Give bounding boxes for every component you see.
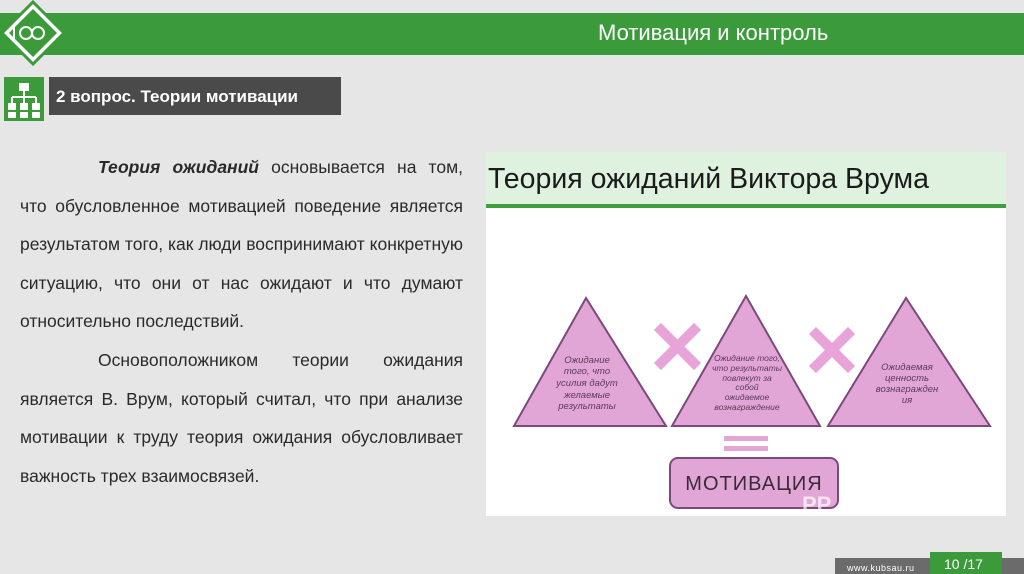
watermark: PP xyxy=(802,492,832,516)
svg-text:того, что: того, что xyxy=(563,366,611,377)
page-number: 10 /17 xyxy=(944,556,983,572)
term-highlight: Теория ожиданий xyxy=(98,157,259,177)
paragraph-1-text: основывается на том, что обусловленное мотивацией поведение является результатом того, как люди воспринимают конкретную ситуацию, что они от нас ожидают и что думают относительно последствий. xyxy=(20,157,463,332)
triangle-1-text xyxy=(555,355,618,412)
svg-text:собой: собой xyxy=(735,382,759,392)
svg-text:что результаты: что результаты xyxy=(712,363,782,373)
svg-text:ожидаемое: ожидаемое xyxy=(724,392,770,402)
svg-text:результаты: результаты xyxy=(558,401,616,412)
svg-text:Ожидаемая: Ожидаемая xyxy=(881,362,933,373)
section-title: 2 вопрос. Теории мотивации xyxy=(56,87,299,106)
svg-text:вознаграждение: вознаграждение xyxy=(714,402,780,412)
svg-text:вознагражден: вознагражден xyxy=(875,384,939,395)
multiply-icon-2 xyxy=(816,334,848,366)
header-bar xyxy=(0,13,1024,55)
logo-icon xyxy=(0,0,66,66)
org-chart-icon xyxy=(4,77,44,121)
vroom-diagram xyxy=(486,208,1006,516)
body-text xyxy=(20,148,463,495)
svg-text:ия: ия xyxy=(901,395,913,406)
header-title: Мотивация и контроль xyxy=(598,20,829,45)
svg-text:усилия дадут: усилия дадут xyxy=(556,378,618,389)
svg-text:повлекут за: повлекут за xyxy=(722,373,772,383)
figure-title: Теория ожиданий Виктора Врума xyxy=(488,163,929,195)
svg-text:Ожидание: Ожидание xyxy=(564,355,610,366)
paragraph-2: Основоположником теории ожидания является В. Врум, который считал, что при анализе мотивации к труду теория ожидания обусловливает важность трех взаимосвязей. xyxy=(20,349,463,486)
multiply-icon-1 xyxy=(661,330,694,363)
equals-icon-top xyxy=(724,436,768,441)
svg-text:желаемые: желаемые xyxy=(563,390,611,401)
paragraph-1 xyxy=(20,148,463,341)
motivation-label: МОТИВАЦИЯ xyxy=(685,473,823,495)
equals-icon-bottom xyxy=(724,446,768,451)
footer-url: www.kubsau.ru xyxy=(847,563,915,573)
svg-text:ценность: ценность xyxy=(884,373,930,384)
svg-text:Ожидание того,: Ожидание того, xyxy=(713,353,781,363)
